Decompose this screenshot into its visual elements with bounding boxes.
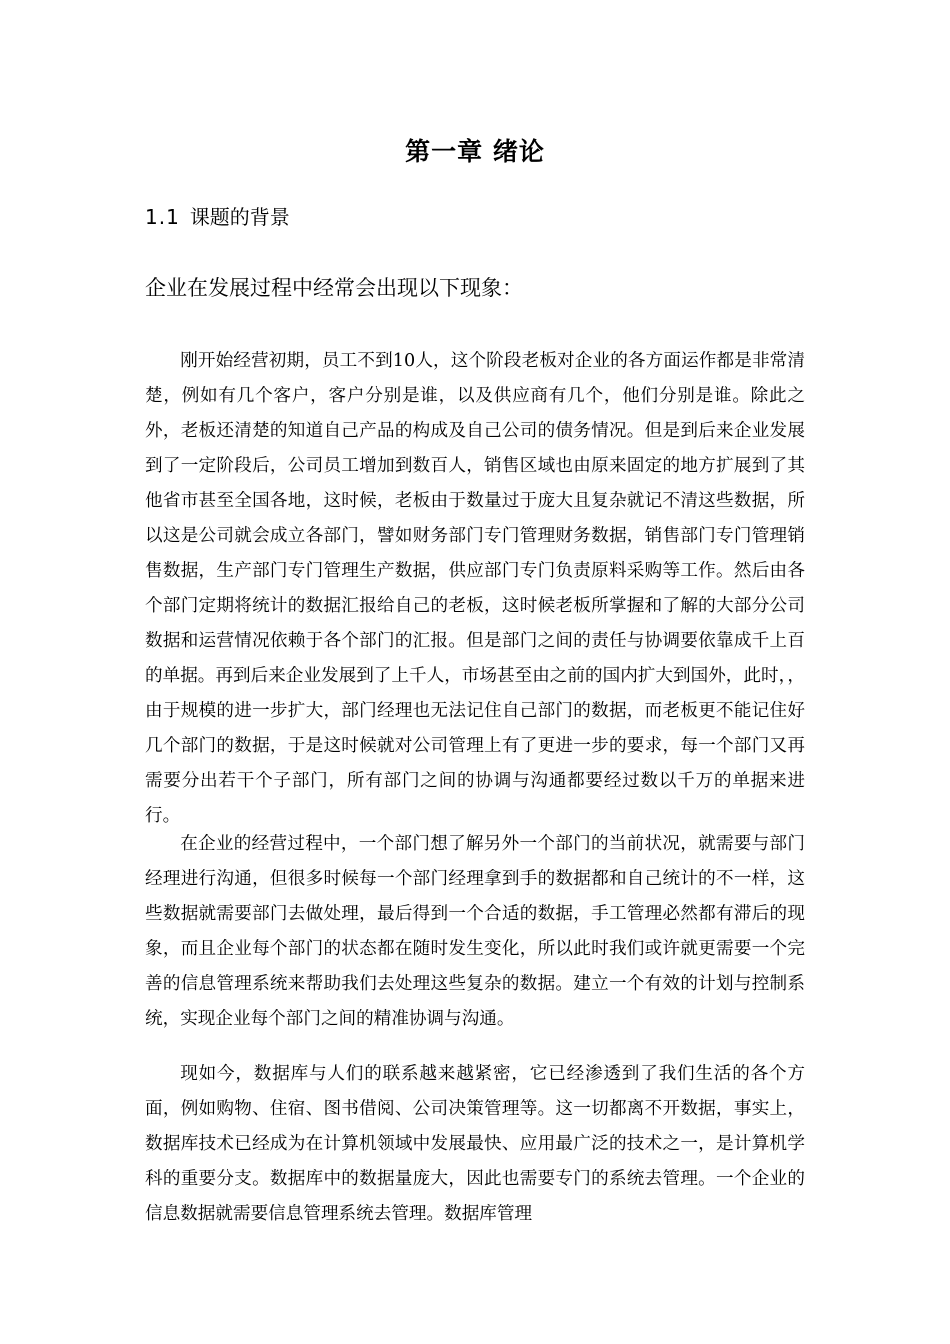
section-number: 1.1 bbox=[145, 205, 180, 229]
body-paragraph: 现如今，数据库与人们的联系越来越紧密，它已经渗透到了我们生活的各个方面，例如购物、住宿、图书借阅、公司决策管理等。这一切都离不开数据，事实上，数据库技术已经成为在计算机领域中发展最快、应用最广泛的技术之一，是计算机学科的重要分支。数据库中的数据量庞大，因此也需要专门的系统去管理。一个企业的信息数据就需要信息管理系统去管理。数据库管理 bbox=[145, 1063, 805, 1224]
intro-line: 企业在发展过程中经常会出现以下现象： bbox=[145, 276, 523, 300]
chapter-title: 第一章 绪论 bbox=[405, 137, 545, 166]
body-paragraph: 刚开始经营初期，员工不到10人，这个阶段老板对企业的各方面运作都是非常清楚，例如有几个客户，客户分别是谁，以及供应商有几个，他们分别是谁。除此之外，老板还清楚的知道自己产品的构成及自己公司的债务情况。但是到后来企业发展到了一定阶段后，公司员工增加到数百人，销售区域也由原来固定的地方扩展到了其他省市甚至全国各地，这时候，老板由于数量过于庞大且复杂就记不清这些数据，所以这是公司就会成立各部门，譬如财务部门专门管理财务数据，销售部门专门管理销售数据，生产部门专门管理生产数据，供应部门专门负责原料采购等工作。然后由各个部门定期将统计的数据汇报给自己的老板，这时候老板所掌握和了解的大部分公司数据和运营情况依赖于各个部门的汇报。但是部门之间的责任与协调要依靠成千上百的单据。再到后来企业发展到了上千人，市场甚至由之前的国内扩大到国外，此时，，由于规模的进一步扩大，部门经理也无法记住自己部门的数据，而老板更不能记住好几个部门的数据，于是这时候就对公司管理上有了更进一步的要求，每一个部门又再需要分出若干个子部门，所有部门之间的协调与沟通都要经过数以千万的单据来进行。 bbox=[145, 350, 805, 826]
body-paragraph: 在企业的经营过程中，一个部门想了解另外一个部门的当前状况，就需要与部门经理进行沟通，但很多时候每一个部门经理拿到手的数据都和自己统计的不一样，这些数据就需要部门去做处理，最后得到一个合适的数据，手工管理必然都有滞后的现象，而且企业每个部门的状态都在随时发生变化，所以此时我们或许就更需要一个完善的信息管理系统来帮助我们去处理这些复杂的数据。建立一个有效的计划与控制系统，实现企业每个部门之间的精准协调与沟通。 bbox=[145, 833, 805, 1029]
section-heading bbox=[145, 202, 290, 232]
section-title: 课题的背景 bbox=[189, 205, 290, 229]
